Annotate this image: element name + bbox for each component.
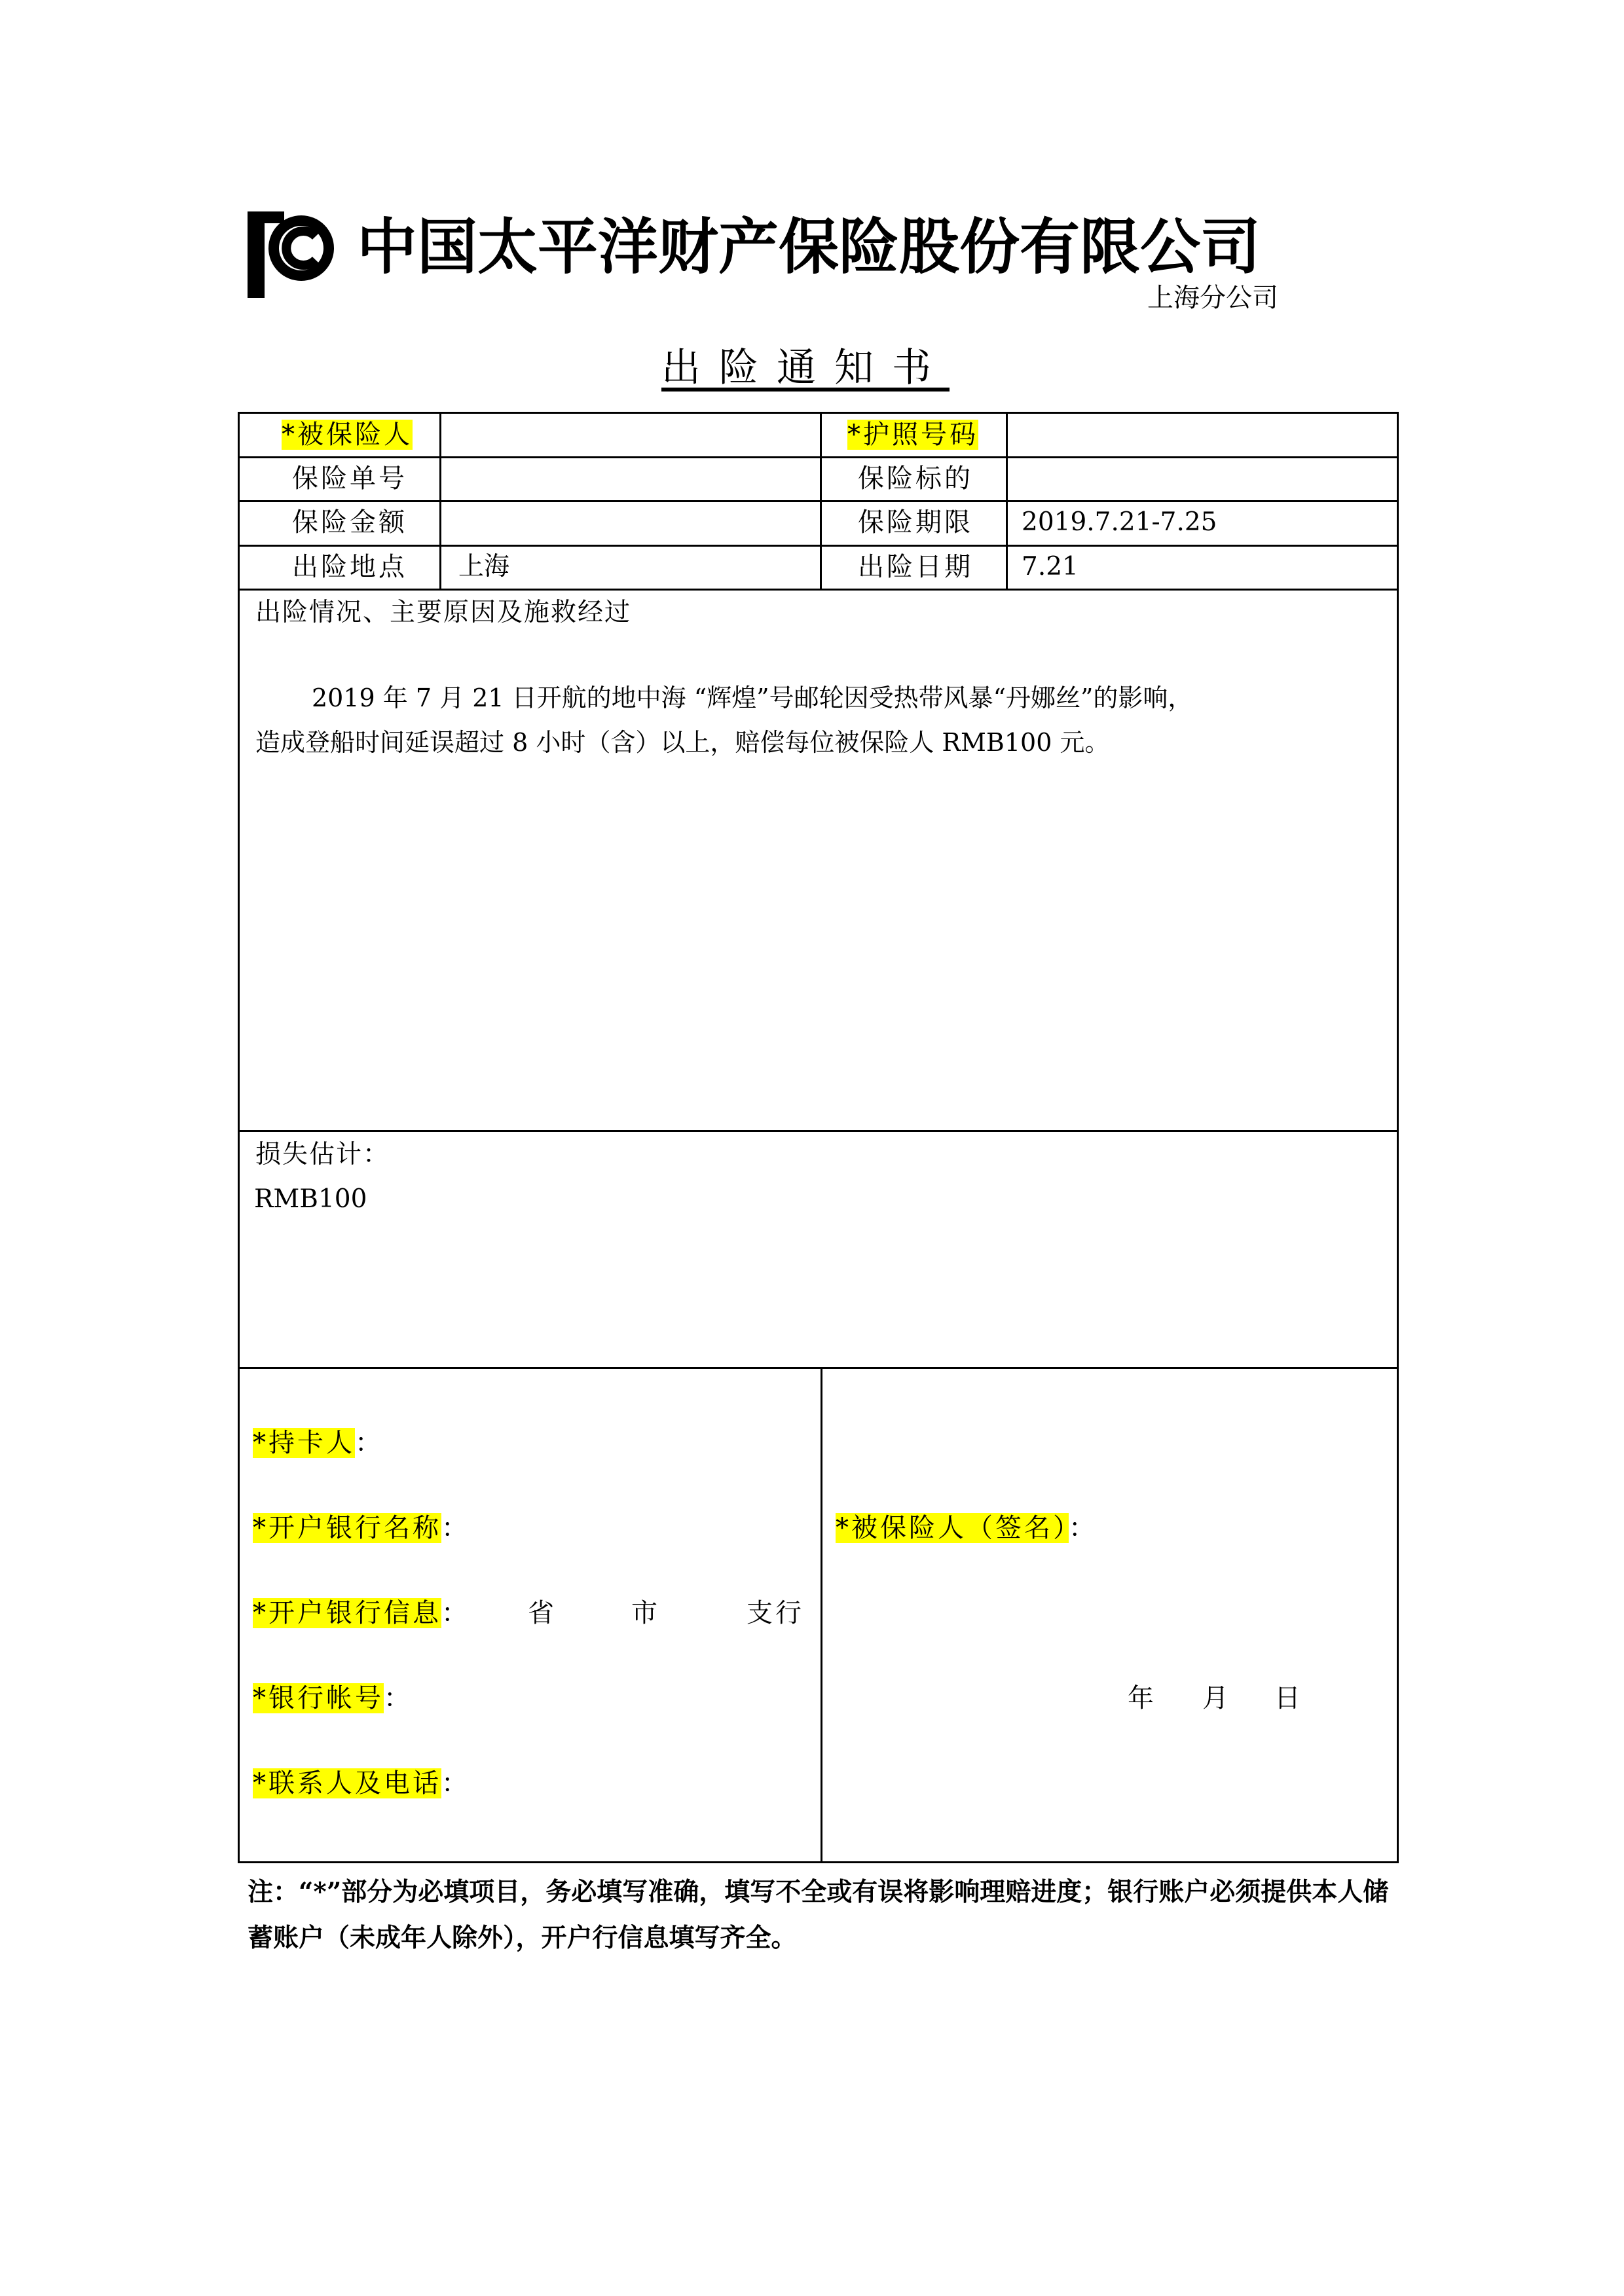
company-name: 中国太平洋财产保险股份有限公司 — [357, 212, 1261, 282]
subject-label: 保险标的 — [858, 464, 973, 494]
signature-month: 月 — [1202, 1683, 1231, 1713]
incident-label: 出险情况、主要原因及施救经过 — [255, 598, 632, 627]
date-label: 出险日期 — [858, 552, 973, 582]
province-label: 省 — [528, 1598, 557, 1628]
incident-text-line2: 造成登船时间延误超过 8 小时（含）以上，赔偿每位被保险人 RMB100 元。 — [255, 728, 1110, 757]
city-label: 市 — [631, 1598, 660, 1628]
place-label: 出险地点 — [292, 552, 407, 582]
account-label[interactable]: *银行帐号： — [253, 1683, 413, 1713]
cardholder-label[interactable]: *持卡人： — [253, 1428, 384, 1458]
amount-label: 保险金额 — [292, 507, 407, 538]
contact-label[interactable]: *联系人及电话： — [253, 1768, 470, 1798]
signature-label[interactable]: *被保险人（签名）： — [836, 1513, 1098, 1543]
signature-day: 日 — [1274, 1683, 1303, 1713]
page-title: 出险通知书 — [661, 345, 950, 391]
place-field[interactable]: 上海 — [458, 552, 510, 581]
policy-no-label: 保险单号 — [292, 464, 407, 494]
cpic-logo-icon — [248, 205, 335, 298]
footer-note: 注：“*”部分为必填项目，务必填写准确，填写不全或有误将影响理赔进度；银行账户必须提供本人储蓄账户（未成年人除外），开户行信息填写齐全。 — [248, 1877, 1389, 1953]
passport-label: *护照号码 — [847, 420, 978, 450]
date-field[interactable]: 7.21 — [1022, 552, 1079, 581]
signature-year: 年 — [1128, 1683, 1156, 1713]
period-field[interactable]: 2019.7.21-7.25 — [1022, 507, 1217, 537]
incident-text-line1: 2019 年 7 月 21 日开航的地中海 “辉煌”号邮轮因受热带风暴“丹娜丝”的影响， — [312, 683, 1193, 712]
branch-label: 支行 — [747, 1598, 804, 1628]
bank-info-label[interactable]: *开户银行信息： — [253, 1598, 470, 1628]
period-label: 保险期限 — [858, 507, 973, 538]
insured-label: *被保险人 — [282, 420, 413, 450]
branch-name: 上海分公司 — [1147, 283, 1278, 313]
loss-value: RMB100 — [254, 1184, 367, 1214]
bank-name-label[interactable]: *开户银行名称： — [253, 1513, 470, 1543]
loss-label: 损失估计： — [255, 1140, 390, 1169]
